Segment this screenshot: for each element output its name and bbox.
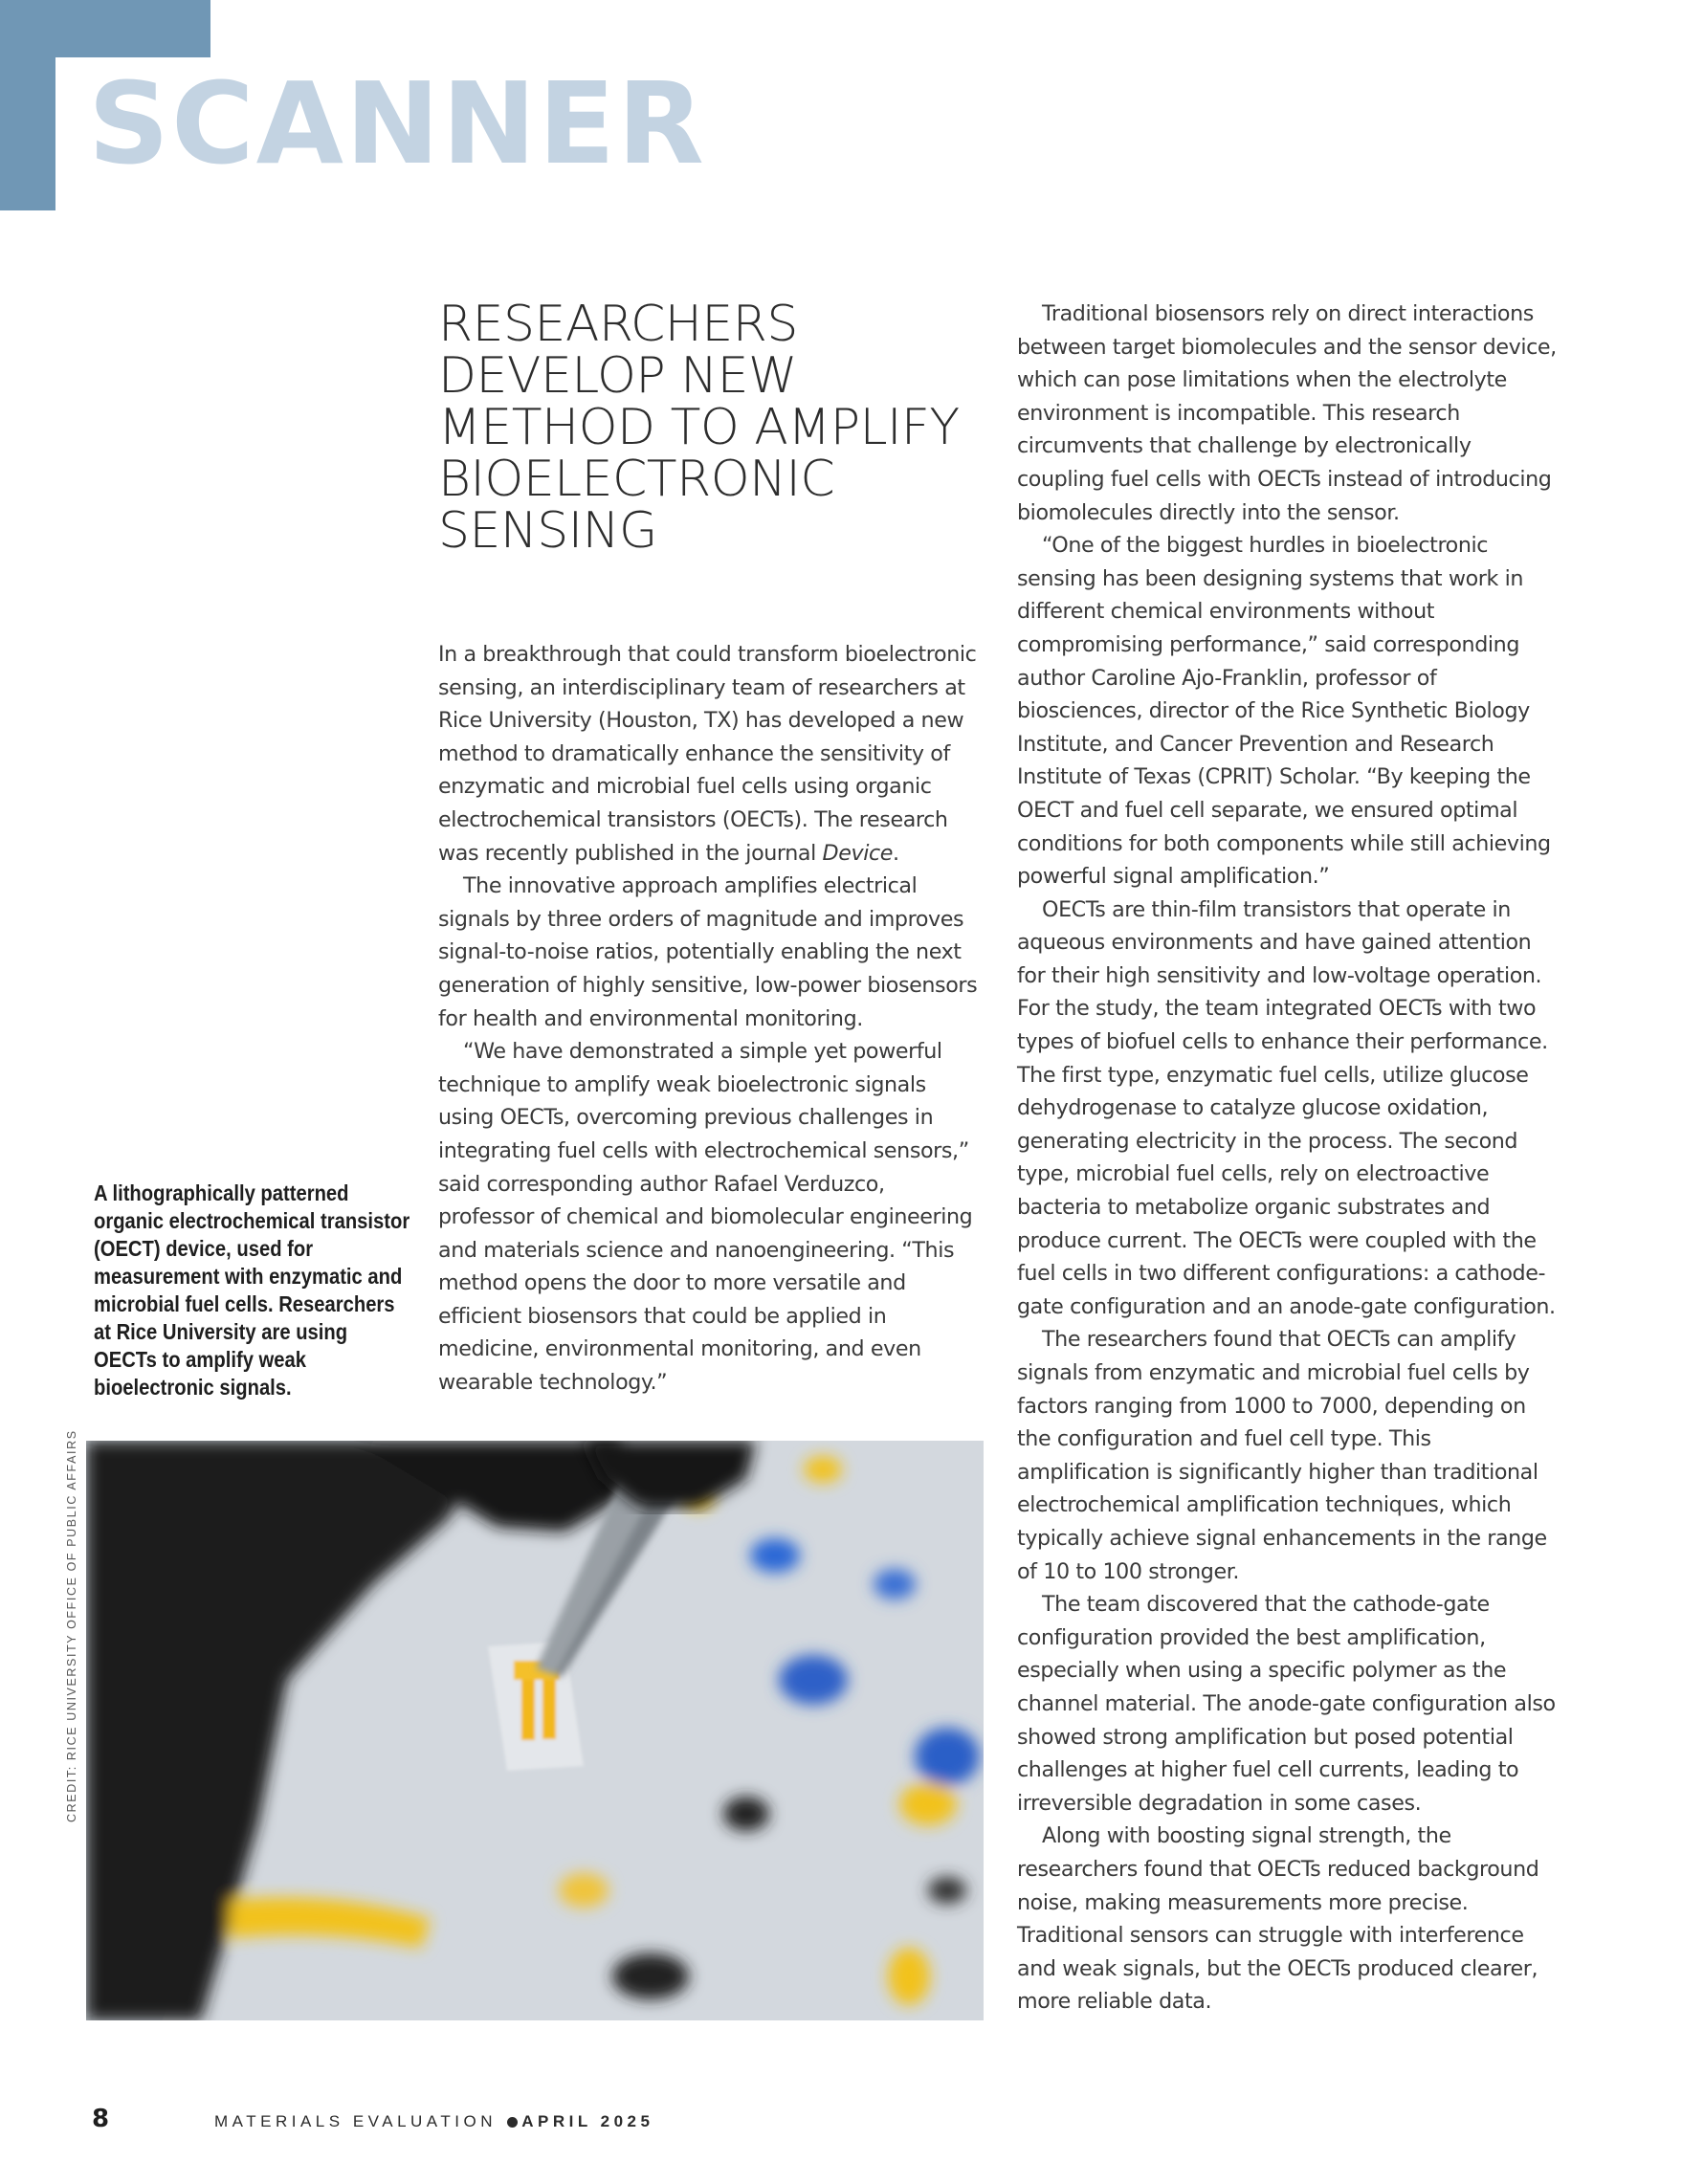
paragraph: “One of the biggest hurdles in bioelectronic sensing has been designing systems that work in different chemical environments without compromising performance,” said corresponding author Caroline Ajo-Franklin, professor of biosciences, director of the Rice Synthetic Biology Institute, and Cancer Prevention and Research Institute of Texas (CPRIT) Scholar. “By keeping the OECT and fuel cell separate, we ensured optimal conditions for both components while still achieving powerful signal amplification.” [1017, 533, 1551, 890]
page-number: 8 [92, 2105, 110, 2133]
paragraph: Traditional biosensors rely on direct interactions between target biomolecules and the sensor device, which can pose limitations when the electrolyte environment is incompatible. This research circumvents that challenge by electronically coupling fuel cells with OECTs instead of introducing biomolecules directly into the sensor. [1017, 301, 1557, 525]
paragraph: The team discovered that the cathode-gate configuration provided the best amplification, especially when using a specific polymer as the channel material. The anode-gate configuration also showed strong amplification but posed potential challenges at higher fuel cell currents, leading to irreversible degradation in some cases. [1017, 1592, 1556, 1816]
section-tab-bar [0, 0, 55, 210]
paragraph: “We have demonstrated a simple yet powerful technique to amplify weak bioelectronic signals using OECTs, overcoming previous challenges in integrating fuel cells with electrochemical sensors,” said corresponding author Rafael Verduzco, professor of chemical and biomolecular engineering and materials science and nanoengineering. “This method opens the door to more versatile and efficient biosensors that could be applied in medicine, environmental monitoring, and even wearable technology.” [438, 1039, 973, 1396]
journal-name: Device [822, 840, 894, 866]
photo-credit: CREDIT: RICE UNIVERSITY OFFICE OF PUBLIC AFFAIRS [65, 1429, 78, 1822]
paragraph: In a breakthrough that could transform bioelectronic sensing, an interdisciplinary team of researchers at Rice University (Houston, TX) has developed a new method to dramatically enhance the sensitivity of enzymatic and microbial fuel cells using organic electrochemical transistors (OECTs). The research was recently published in the journal Device. [438, 642, 977, 866]
article-body-right-column [1017, 298, 1562, 2019]
paragraph: The innovative approach amplifies electrical signals by three orders of magnitude and improves signal-to-noise ratios, potentially enabling the next generation of highly sensitive, low-power biosensors for health and environmental monitoring. [438, 873, 978, 1031]
paragraph: OECTs are thin-film transistors that operate in aqueous environments and have gained attention for their high sensitivity and low-voltage operation. For the study, the team integrated OECTs with two types of biofuel cells to enhance their performance. The first type, enzymatic fuel cells, utilize glucose dehydrogenase to catalyze glucose oxidation, generating electricity in the process. The second type, microbial fuel cells, rely on electroactive bacteria to metabolize organic substrates and produce current. The OECTs were coupled with the fuel cells in two different configurations: a cathode-gate configuration and an anode-gate configuration. [1017, 896, 1556, 1319]
article-photo [86, 1441, 984, 2020]
publication-line [214, 2112, 653, 2131]
paragraph: Along with boosting signal strength, the researchers found that OECTs reduced background noise, making measurements more precise. Traditional sensors can struggle with interference and weak signals, but the OECTs produced clearer, more reliable data. [1017, 1823, 1539, 2015]
issue-date: APRIL 2025 [521, 2112, 654, 2130]
article-body-left-column [438, 638, 982, 1400]
paragraph: The researchers found that OECTs can amplify signals from enzymatic and microbial fuel cells by factors ranging from 1000 to 7000, depending on the configuration and fuel cell type. This amplification is significantly higher than traditional electrochemical amplification techniques, which typically achieve signal enhancements in the range of 10 to 100 stronger. [1017, 1327, 1547, 1584]
photo-caption: A lithographically patterned organic electrochemical transistor (OECT) device, used for measurement with enzymatic and microbial fuel cells. Researchers at Rice University are using OECTs to amplify weak bioelectronic signals. [94, 1180, 410, 1400]
publication-name: MATERIALS EVALUATION [214, 2112, 497, 2130]
article-headline: RESEARCHERS DEVELOP NEW METHOD TO AMPLIFY BIOELECTRONIC SENSING [438, 296, 960, 560]
oect-device-photo-illustration [86, 1441, 984, 2020]
bullet-dot-icon [507, 2117, 518, 2128]
section-title: SCANNER [88, 57, 706, 189]
